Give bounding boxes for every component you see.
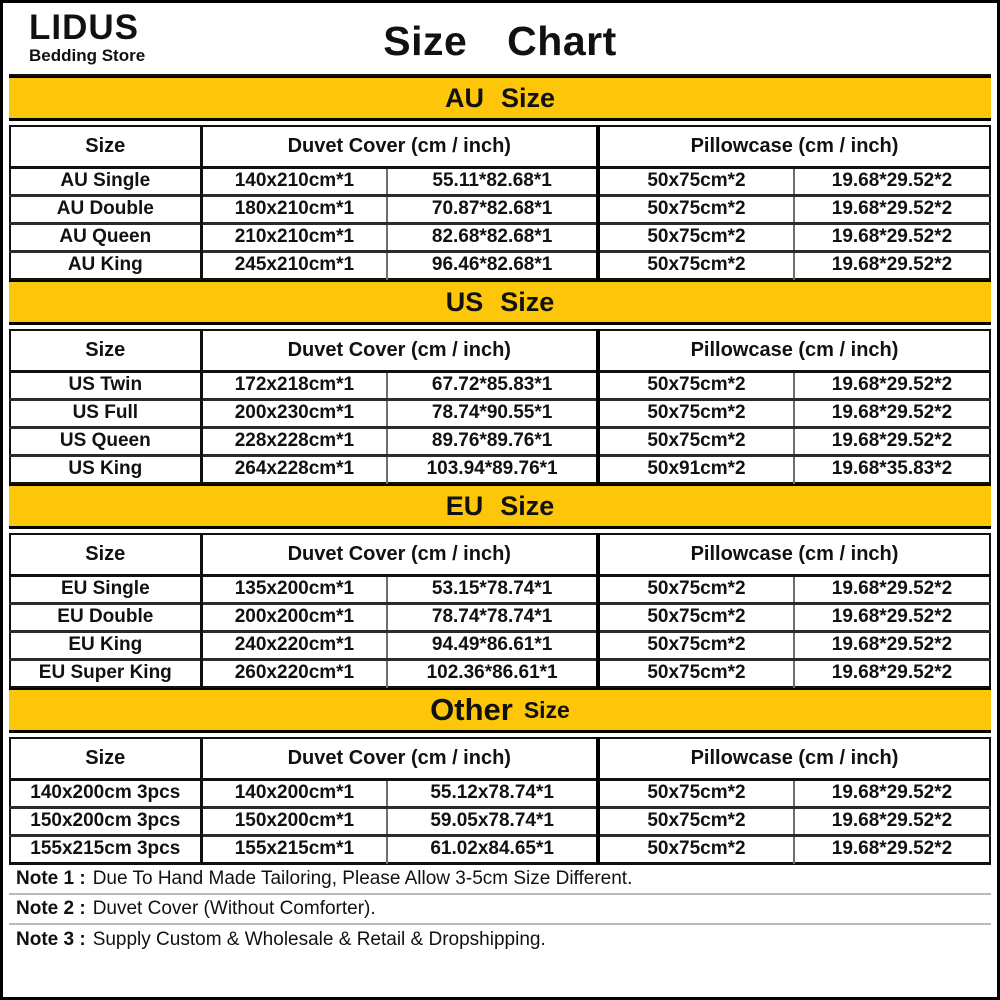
brand-tagline: Bedding Store	[29, 45, 146, 65]
pillow-cm-cell: 50x75cm*2	[598, 835, 794, 863]
duvet-cm-cell: 155x215cm*1	[201, 835, 387, 863]
col-header-duvet: Duvet Cover (cm / inch)	[201, 330, 598, 371]
table-row	[10, 195, 990, 223]
duvet-inch-cell: 78.74*78.74*1	[387, 603, 598, 631]
duvet-cm-cell: 172x218cm*1	[201, 371, 387, 399]
size-cell: EU Super King	[10, 659, 201, 687]
size-table-eu	[9, 533, 991, 688]
size-table-other	[9, 737, 991, 864]
pillow-inch-cell: 19.68*35.83*2	[794, 455, 990, 483]
note-text: Due To Hand Made Tailoring, Please Allow 3-5cm Size Different.	[92, 868, 633, 889]
pillow-cm-cell: 50x91cm*2	[598, 455, 794, 483]
duvet-cm-cell: 180x210cm*1	[201, 195, 387, 223]
size-table-us	[9, 329, 991, 484]
note-text: Duvet Cover (Without Comforter).	[92, 898, 376, 919]
size-cell: US Queen	[10, 427, 201, 455]
pillow-inch-cell: 19.68*29.52*2	[794, 659, 990, 687]
pillow-cm-cell: 50x75cm*2	[598, 371, 794, 399]
pillow-inch-cell: 19.68*29.52*2	[794, 167, 990, 195]
col-header-size: Size	[10, 534, 201, 575]
pillow-inch-cell: 19.68*29.52*2	[794, 631, 990, 659]
size-cell: AU Queen	[10, 223, 201, 251]
size-cell: AU Double	[10, 195, 201, 223]
col-header-size: Size	[10, 330, 201, 371]
band-region-label: EU	[445, 490, 484, 521]
duvet-inch-cell: 82.68*82.68*1	[387, 223, 598, 251]
duvet-cm-cell: 140x210cm*1	[201, 167, 387, 195]
size-cell: AU King	[10, 251, 201, 279]
pillow-inch-cell: 19.68*29.52*2	[794, 223, 990, 251]
duvet-inch-cell: 96.46*82.68*1	[387, 251, 598, 279]
table-row	[10, 603, 990, 631]
table-row	[10, 427, 990, 455]
pillow-inch-cell: 19.68*29.52*2	[794, 779, 990, 807]
size-cell: US Twin	[10, 371, 201, 399]
size-cell: US King	[10, 455, 201, 483]
brand-name: LIDUS	[29, 8, 139, 47]
note-label: Note 2 :	[16, 898, 86, 919]
col-header-duvet: Duvet Cover (cm / inch)	[201, 534, 598, 575]
duvet-inch-cell: 102.36*86.61*1	[387, 659, 598, 687]
pillow-cm-cell: 50x75cm*2	[598, 251, 794, 279]
pillow-inch-cell: 19.68*29.52*2	[794, 251, 990, 279]
band-size-label: Size	[500, 82, 556, 113]
pillow-cm-cell: 50x75cm*2	[598, 659, 794, 687]
duvet-inch-cell: 67.72*85.83*1	[387, 371, 598, 399]
band-size-label: Size	[500, 286, 555, 317]
pillow-inch-cell: 19.68*29.52*2	[794, 835, 990, 863]
duvet-inch-cell: 94.49*86.61*1	[387, 631, 598, 659]
size-cell: US Full	[10, 399, 201, 427]
pillow-cm-cell: 50x75cm*2	[598, 779, 794, 807]
col-header-pillowcase: Pillowcase (cm / inch)	[598, 330, 990, 371]
band-size-label: Size	[500, 490, 555, 521]
note-row	[9, 895, 991, 925]
size-cell: EU King	[10, 631, 201, 659]
band-size-label: Size	[523, 696, 570, 723]
pillow-inch-cell: 19.68*29.52*2	[794, 195, 990, 223]
section-band-other	[9, 688, 991, 733]
duvet-cm-cell: 260x220cm*1	[201, 659, 387, 687]
size-cell: 155x215cm 3pcs	[10, 835, 201, 863]
pillow-cm-cell: 50x75cm*2	[598, 195, 794, 223]
table-row	[10, 371, 990, 399]
col-header-pillowcase: Pillowcase (cm / inch)	[598, 126, 990, 167]
table-row	[10, 251, 990, 279]
note-row	[9, 865, 991, 895]
pillow-cm-cell: 50x75cm*2	[598, 631, 794, 659]
size-cell: AU Single	[10, 167, 201, 195]
pillow-inch-cell: 19.68*29.52*2	[794, 575, 990, 603]
pillow-cm-cell: 50x75cm*2	[598, 807, 794, 835]
duvet-cm-cell: 140x200cm*1	[201, 779, 387, 807]
pillow-cm-cell: 50x75cm*2	[598, 603, 794, 631]
section-band-au	[9, 76, 991, 121]
table-row	[10, 455, 990, 483]
table-header-row	[10, 126, 990, 167]
size-table-au	[9, 125, 991, 280]
duvet-cm-cell: 150x200cm*1	[201, 807, 387, 835]
pillow-cm-cell: 50x75cm*2	[598, 223, 794, 251]
table-row	[10, 659, 990, 687]
table-row	[10, 167, 990, 195]
section-eu	[9, 484, 991, 688]
section-us	[9, 280, 991, 484]
table-row	[10, 631, 990, 659]
duvet-inch-cell: 61.02x84.65*1	[387, 835, 598, 863]
duvet-inch-cell: 55.11*82.68*1	[387, 167, 598, 195]
col-header-pillowcase: Pillowcase (cm / inch)	[598, 738, 990, 779]
table-header-row	[10, 330, 990, 371]
col-header-pillowcase: Pillowcase (cm / inch)	[598, 534, 990, 575]
table-row	[10, 575, 990, 603]
pillow-cm-cell: 50x75cm*2	[598, 399, 794, 427]
duvet-cm-cell: 135x200cm*1	[201, 575, 387, 603]
section-au	[9, 76, 991, 280]
duvet-cm-cell: 245x210cm*1	[201, 251, 387, 279]
pillow-cm-cell: 50x75cm*2	[598, 167, 794, 195]
duvet-inch-cell: 89.76*89.76*1	[387, 427, 598, 455]
page-header	[9, 7, 991, 76]
band-region-label: Other	[430, 692, 513, 727]
duvet-inch-cell: 70.87*82.68*1	[387, 195, 598, 223]
note-label: Note 1 :	[16, 868, 86, 889]
table-row	[10, 399, 990, 427]
section-band-us	[9, 280, 991, 325]
col-header-duvet: Duvet Cover (cm / inch)	[201, 738, 598, 779]
col-header-size: Size	[10, 126, 201, 167]
duvet-cm-cell: 200x200cm*1	[201, 603, 387, 631]
notes-section	[9, 864, 991, 955]
duvet-cm-cell: 228x228cm*1	[201, 427, 387, 455]
duvet-inch-cell: 53.15*78.74*1	[387, 575, 598, 603]
duvet-cm-cell: 210x210cm*1	[201, 223, 387, 251]
size-cell: 150x200cm 3pcs	[10, 807, 201, 835]
pillow-cm-cell: 50x75cm*2	[598, 575, 794, 603]
table-row	[10, 779, 990, 807]
col-header-duvet: Duvet Cover (cm / inch)	[201, 126, 598, 167]
size-cell: EU Double	[10, 603, 201, 631]
table-row	[10, 835, 990, 863]
duvet-inch-cell: 78.74*90.55*1	[387, 399, 598, 427]
pillow-inch-cell: 19.68*29.52*2	[794, 603, 990, 631]
duvet-cm-cell: 240x220cm*1	[201, 631, 387, 659]
band-region-label: AU	[444, 82, 484, 113]
table-header-row	[10, 534, 990, 575]
col-header-size: Size	[10, 738, 201, 779]
table-row	[10, 807, 990, 835]
duvet-cm-cell: 200x230cm*1	[201, 399, 387, 427]
section-other	[9, 688, 991, 864]
size-cell: 140x200cm 3pcs	[10, 779, 201, 807]
duvet-inch-cell: 103.94*89.76*1	[387, 455, 598, 483]
duvet-inch-cell: 55.12x78.74*1	[387, 779, 598, 807]
page-title: Size Chart	[383, 18, 617, 64]
pillow-cm-cell: 50x75cm*2	[598, 427, 794, 455]
section-band-eu	[9, 484, 991, 529]
size-cell: EU Single	[10, 575, 201, 603]
pillow-inch-cell: 19.68*29.52*2	[794, 807, 990, 835]
note-text: Supply Custom & Wholesale & Retail & Dropshipping.	[92, 929, 546, 950]
band-region-label: US	[445, 286, 484, 317]
note-row	[9, 925, 991, 955]
duvet-inch-cell: 59.05x78.74*1	[387, 807, 598, 835]
table-row	[10, 223, 990, 251]
pillow-inch-cell: 19.68*29.52*2	[794, 399, 990, 427]
pillow-inch-cell: 19.68*29.52*2	[794, 427, 990, 455]
duvet-cm-cell: 264x228cm*1	[201, 455, 387, 483]
note-label: Note 3 :	[16, 929, 86, 950]
pillow-inch-cell: 19.68*29.52*2	[794, 371, 990, 399]
table-header-row	[10, 738, 990, 779]
